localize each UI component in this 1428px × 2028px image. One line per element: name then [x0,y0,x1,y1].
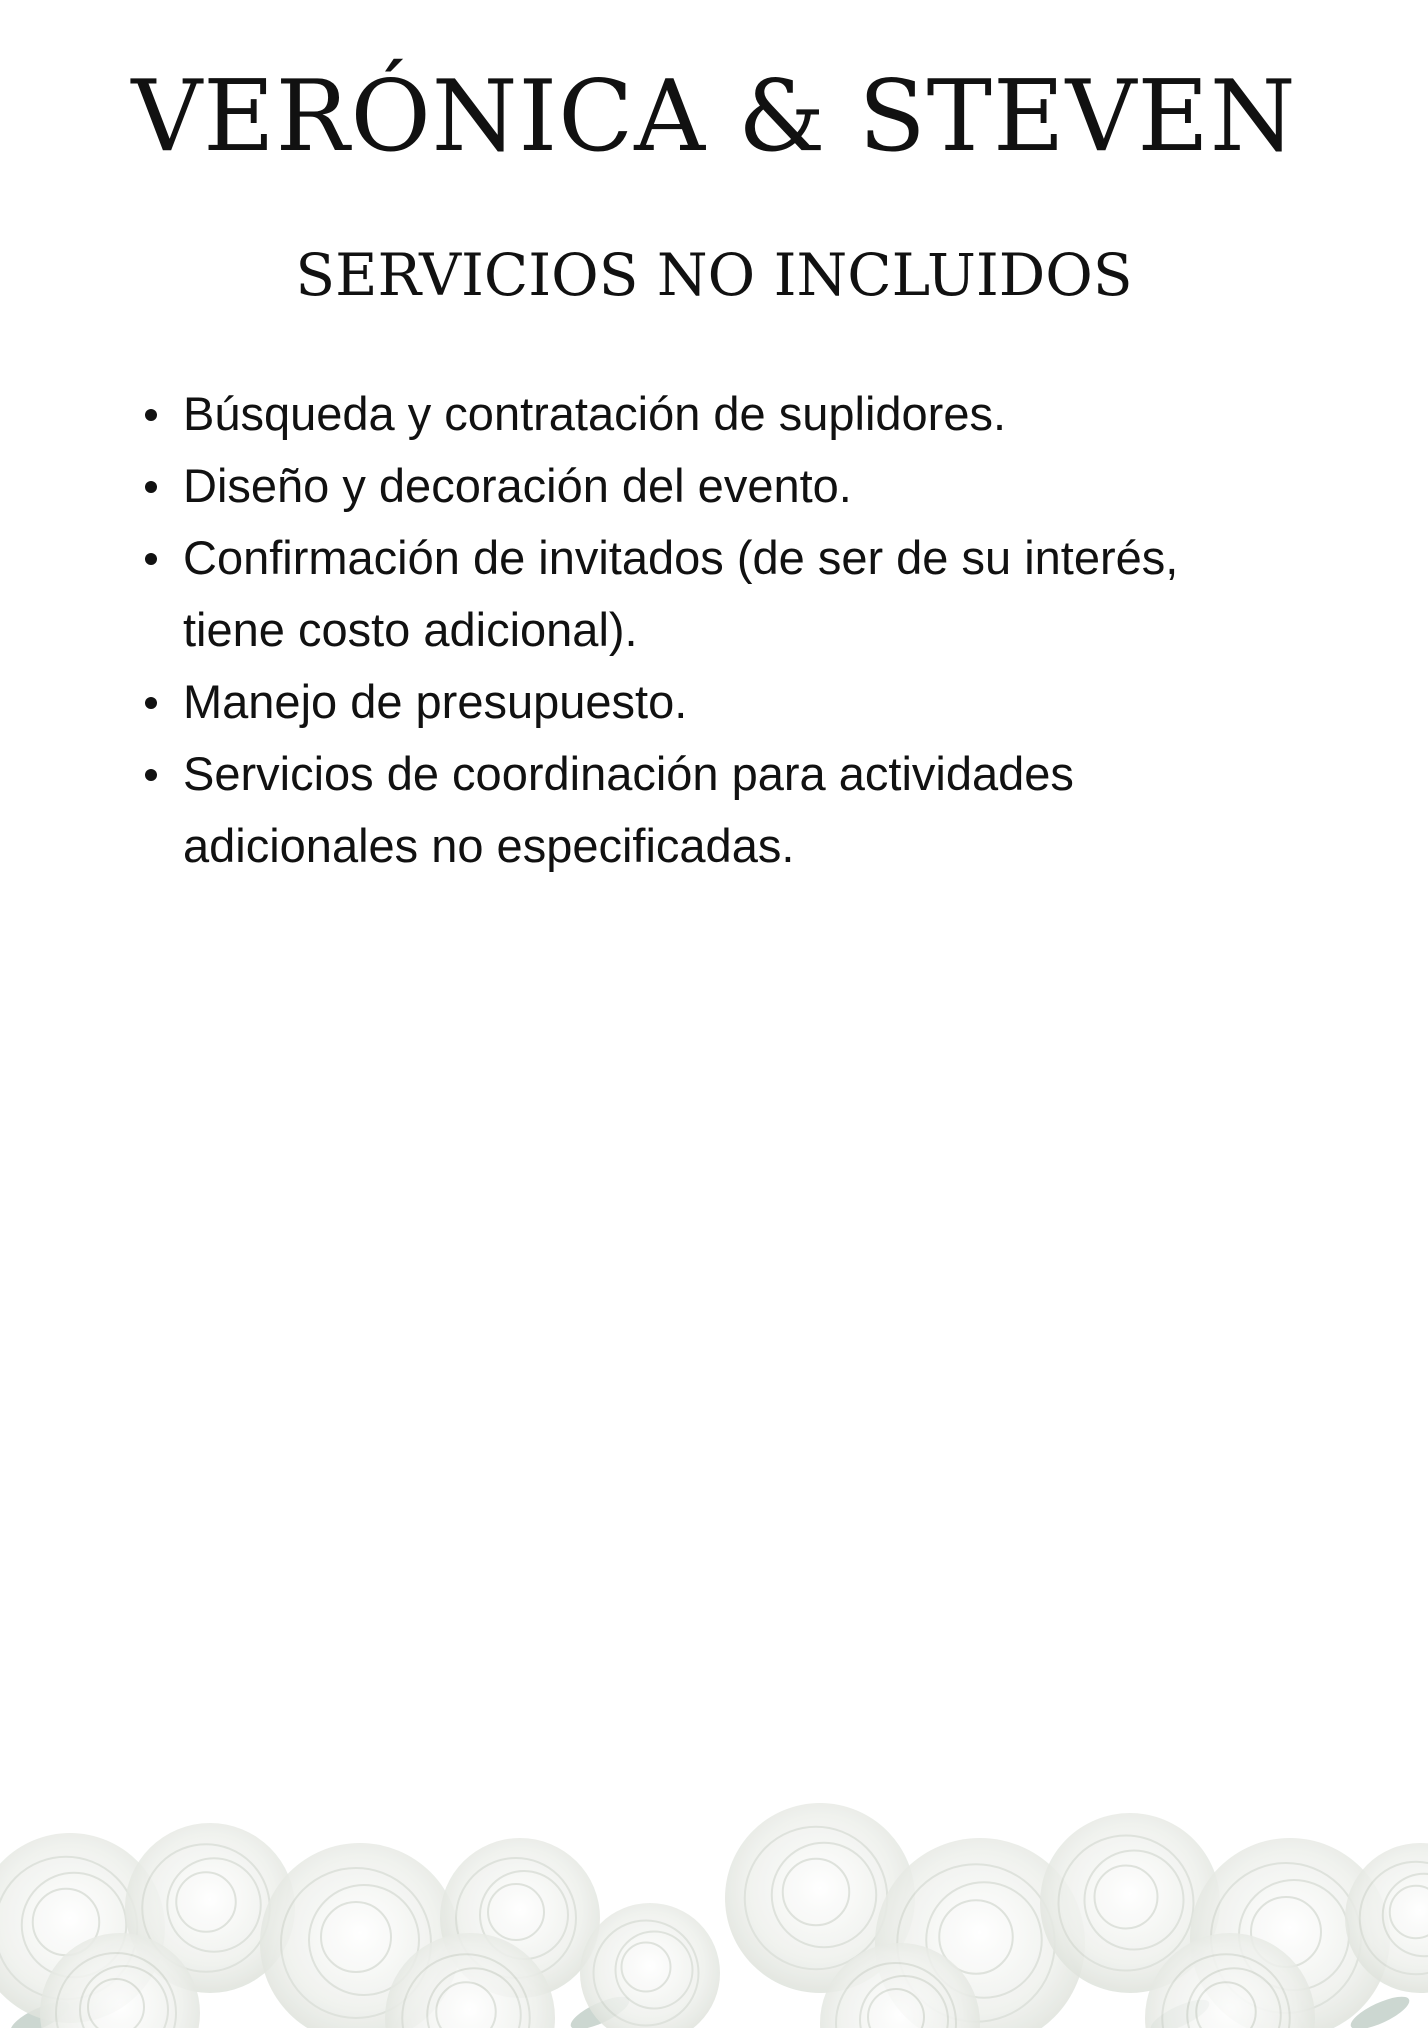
bullet-icon [145,697,157,709]
list-item-text: Diseño y decoración del evento. [183,459,852,512]
list-item-text: Manejo de presupuesto. [183,675,688,728]
couple-title: VERÓNICA & STEVEN [131,60,1297,174]
list-item [140,450,1270,522]
list-item [140,378,1270,450]
services-list [140,378,1270,882]
list-item-text: Búsqueda y contratación de suplidores. [183,387,1007,440]
list-item [140,522,1270,666]
bullet-icon [145,409,157,421]
rose-cluster [0,1803,1428,2028]
rose-shape [580,1903,720,2028]
list-item [140,666,1270,738]
list-item-text: Servicios de coordinación para actividades adicionales no especificadas. [183,747,1074,872]
white-roses-border [0,1778,1428,2028]
list-item-text: Confirmación de invitados (de ser de su interés, tiene costo adicional). [183,531,1179,656]
bullet-icon [145,481,157,493]
bullet-icon [145,553,157,565]
list-item [140,738,1270,882]
section-heading: SERVICIOS NO INCLUIDOS [295,241,1133,309]
bullet-icon [145,769,157,781]
